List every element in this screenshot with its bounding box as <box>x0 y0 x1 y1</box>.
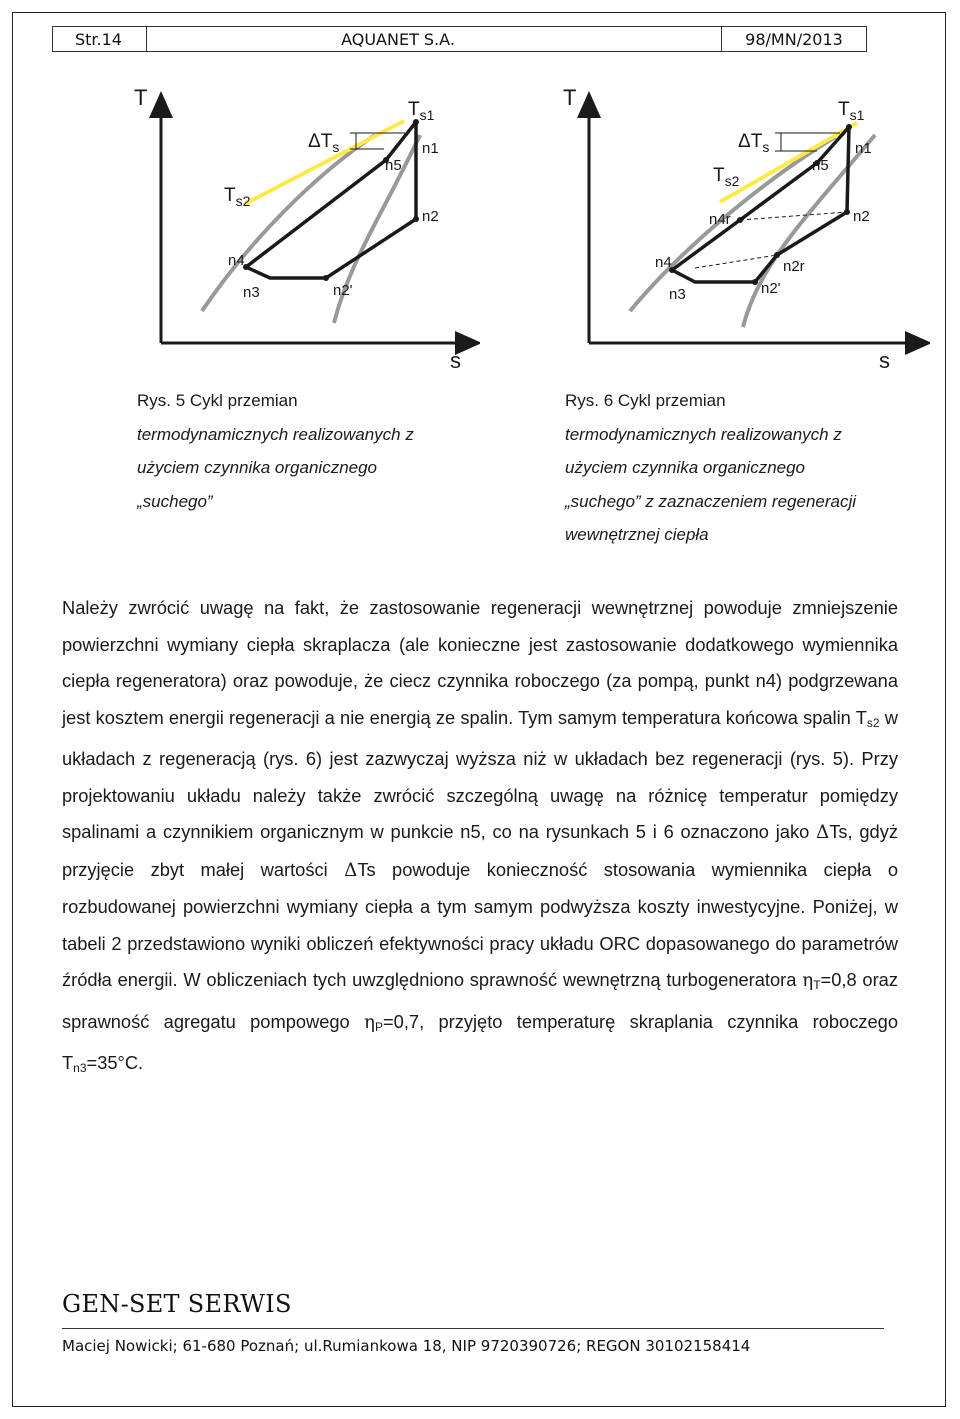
t-axis-label: T <box>563 85 577 110</box>
header-reference: 98/MN/2013 <box>745 29 843 49</box>
ts-diagram-rys5 <box>120 75 480 375</box>
caption-rys5-line4: „suchego” <box>137 491 213 511</box>
header-page-number: Str.14 <box>53 27 147 51</box>
label-n4r: n4r <box>709 211 731 228</box>
label-ts1: $T_{s1}$ <box>838 99 865 123</box>
caption-rys5 <box>137 384 467 518</box>
subscript: T <box>813 978 821 992</box>
caption-rys6-line3: użyciem czynnika organicznego <box>565 458 806 477</box>
delta-symbol: Δ <box>344 859 358 881</box>
label-n1: n1 <box>855 140 872 157</box>
header-company: AQUANET S.A. <box>147 27 722 51</box>
caption-rys5-line1: Rys. 5 Cykl przemian <box>137 391 298 410</box>
text-run: Ts, gdyż przyjęcie zbyt małej wartości <box>62 821 898 880</box>
label-n1: n1 <box>422 140 439 157</box>
eta-symbol: η <box>802 970 814 991</box>
label-n2: n2 <box>422 208 439 225</box>
label-n5: n5 <box>385 157 402 174</box>
label-n2p: n2' <box>761 280 781 297</box>
caption-rys6 <box>565 384 925 552</box>
page-header <box>52 26 867 52</box>
label-n2: n2 <box>853 208 870 225</box>
paragraph-1 <box>62 590 898 1087</box>
body-paragraph <box>62 590 898 1087</box>
label-n4: n4 <box>655 254 672 271</box>
caption-rys6-line1: Rys. 6 Cykl przemian <box>565 391 726 410</box>
caption-rys6-line2: termodynamicznych realizowanych z <box>565 424 842 444</box>
point-n2 <box>413 216 419 222</box>
text-run: =0,8 oraz sprawność agregatu pompowego <box>62 969 898 1032</box>
regeneration-dash-n4-n2r <box>695 255 777 268</box>
ts-diagram-rys6 <box>545 75 930 375</box>
point-n4r <box>737 217 743 223</box>
footer-address: Maciej Nowicki; 61-680 Poznań; ul.Rumiankowa 18, NIP 9720390726; REGON 30102158414 <box>62 1337 751 1355</box>
delta-symbol: Δ <box>816 822 830 843</box>
figure-rys6 <box>545 75 930 375</box>
point-n2p <box>752 279 758 285</box>
caption-rys5-line2: termodynamicznych realizowanych z <box>137 424 414 444</box>
eta-symbol: η <box>364 1011 375 1033</box>
label-ts1: $T_{s1}$ <box>408 99 435 123</box>
label-n4: n4 <box>228 252 245 269</box>
label-ts2: $T_{s2}$ <box>713 165 740 189</box>
point-n2 <box>844 209 850 215</box>
t-axis-label: T <box>134 85 148 110</box>
text-run: =0,7, przyjęto temperaturę skraplania czynnika roboczego T <box>62 1010 898 1073</box>
figure-rys5 <box>120 75 480 375</box>
label-n2r: n2r <box>783 258 805 275</box>
caption-rys6-line4: „suchego” z zaznaczeniem regeneracji <box>565 491 857 511</box>
footer-company: GEN-SET SERWIS <box>62 1290 292 1318</box>
label-n2p: n2' <box>333 282 353 299</box>
label-ts2: $T_{s2}$ <box>224 185 251 209</box>
label-n3: n3 <box>669 286 686 303</box>
label-n3: n3 <box>243 284 260 301</box>
label-delta-ts: $\Delta T_s$ <box>738 131 770 155</box>
label-n5: n5 <box>812 157 829 174</box>
point-n2p <box>323 275 329 281</box>
text-run: =35°C. <box>86 1052 144 1073</box>
footer-divider <box>62 1328 884 1329</box>
s-axis-label: s <box>450 348 461 373</box>
text-run: Ts powoduje konieczność stosowania wymiennika ciepła o rozbudowanej powierzchni wymiany ciepła a tym samym podwyższa koszty inwestycyjne. Poniżej, w tabeli 2 przedstawiono wyniki obliczeń efektywności pracy układu ORC dopasowanego do parametrów źródła energii. W obliczeniach tych uwzględniono sprawność wewnętrzną turbogeneratora <box>62 858 898 990</box>
caption-rys6-line5: wewnętrznej ciepła <box>565 525 709 544</box>
text-run: w układach z regeneracją (rys. 6) jest zazwyczaj wyższa niż w układach bez regeneracji (rys. 5). Przy projektowaniu układu należy także zwrócić szczególną uwagę na różnicę temperatur pomiędzy spalinami a czynnikiem organicznym w punkcie n5, co na rysunkach 5 i 6 oznaczono jako <box>62 706 899 842</box>
s-axis-label: s <box>879 348 890 373</box>
caption-rys5-line3: użyciem czynnika organicznego <box>137 458 378 477</box>
point-n2r <box>774 252 780 258</box>
subscript: P <box>374 1019 383 1034</box>
subscript: s2 <box>866 715 880 730</box>
subscript: n3 <box>73 1061 87 1075</box>
text-run: Należy zwrócić uwagę na fakt, że zastosowanie regeneracji wewnętrznej powoduje zmniejszenie powierzchni wymiany ciepła skraplacza (ale konieczne jest zastosowanie dodatkowego wymiennika ciepła regeneratora) oraz powoduje, że ciecz czynnika roboczego (za pompą, punkt n4) podgrzewana jest kosztem energii regeneracji a nie energią ze spalin. Tym samym temperatura końcowa spalin T <box>62 597 898 728</box>
label-delta-ts: $\Delta T_s$ <box>308 131 340 155</box>
regeneration-dash-n4r-n2 <box>740 212 847 220</box>
point-n1 <box>846 124 852 130</box>
saturated-vapor-line <box>743 135 875 327</box>
